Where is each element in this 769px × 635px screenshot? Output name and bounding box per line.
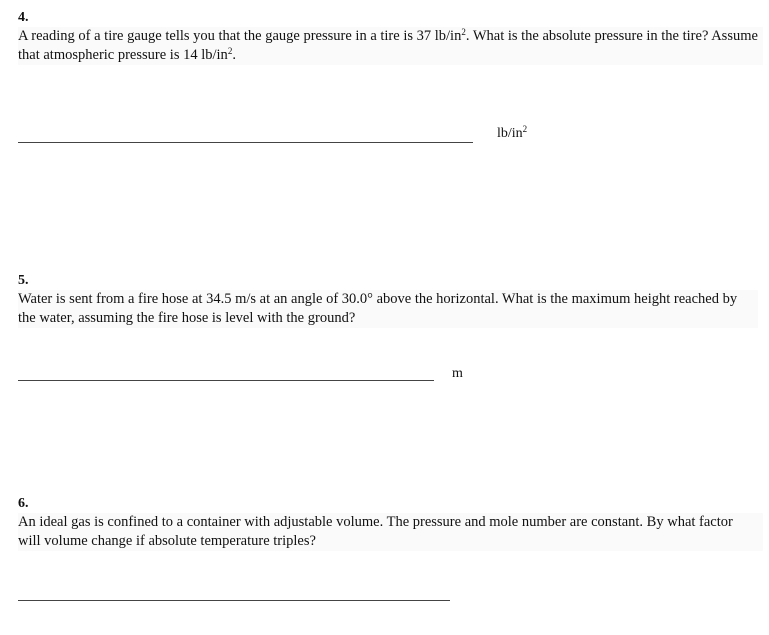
question-number: 5. — [18, 273, 29, 288]
question-number: 6. — [18, 496, 29, 511]
answer-row-4 — [18, 124, 558, 148]
question-text: Water is sent from a fire hose at 34.5 m/s at an angle of 30.0° above the horizontal. What is the maximum height reached by the water, assuming the fire hose is level with the ground? — [18, 290, 758, 328]
answer-unit: $lb/in^2$ — [497, 124, 528, 141]
question-text: A reading of a tire gauge tells you that the gauge pressure in a tire is 37 $lb/in^2$. What is the absolute pressure in the tire? Assume that atmospheric pressure is 14 $lb/in^2$. — [18, 27, 763, 65]
answer-field-5[interactable] — [18, 366, 434, 381]
answer-row-5 — [18, 366, 498, 386]
question-6 — [18, 496, 763, 551]
question-number: 4. — [18, 10, 29, 25]
question-5 — [18, 273, 758, 328]
question-text: An ideal gas is confined to a container with adjustable volume. The pressure and mole number are constant. By what factor will volume change if absolute temperature triples? — [18, 513, 763, 551]
question-4 — [18, 10, 763, 65]
answer-field-4[interactable] — [18, 128, 473, 143]
answer-unit: m — [452, 366, 463, 381]
answer-row-6 — [18, 586, 458, 606]
answer-field-6[interactable] — [18, 586, 450, 601]
